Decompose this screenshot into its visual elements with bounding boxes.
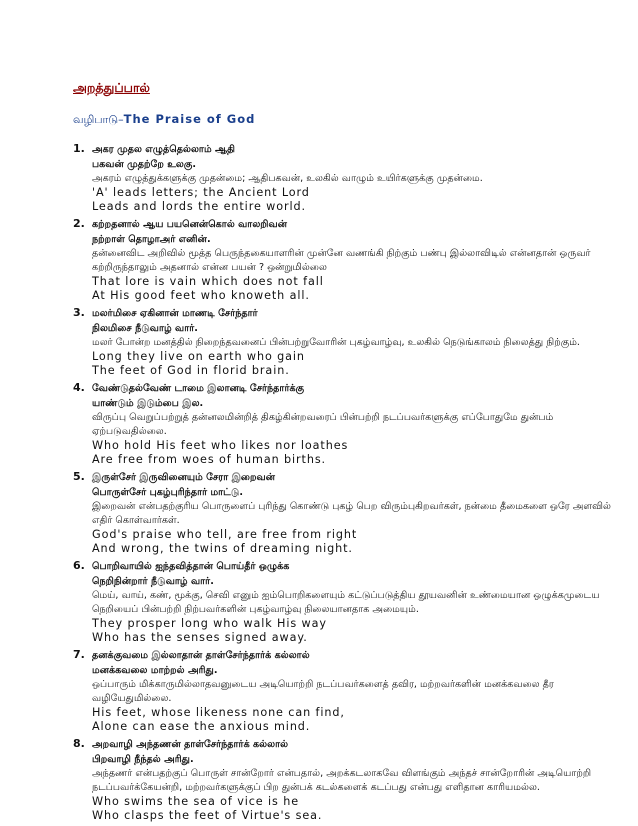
verse-english-line-1: Who hold His feet who likes nor loathes bbox=[92, 439, 349, 452]
verse-tamil-line-2: பொருள்சேர் புகழ்புரிந்தார் மாட்டு. bbox=[92, 487, 244, 498]
verse-number: 6. bbox=[73, 559, 85, 572]
verse-commentary: அந்தணர் என்பதற்குப் பொருள் சான்றோர் என்பதால், அறக்கடலாகவே விளங்கும் அந்தச் சான்றோரின் அடியொற்றி நடப்பவர்க்கேயன்றி, மற்றவர்களுக்குப் பிற துன்பக் கடல்களைக் கடப்பது என்பது எளிதான காரியமல்ல. bbox=[92, 768, 592, 793]
verse-number: 1. bbox=[73, 142, 85, 155]
verse-commentary: இறைவன் என்பதற்குரிய பொருளைப் புரிந்து கொண்டு புகழ் பெற விரும்புகிறவர்கள், நன்மை தீமைகளை ஒரே அளவில் எதிர் கொள்வார்கள். bbox=[92, 501, 611, 526]
chapter-subtitle bbox=[73, 112, 255, 128]
verse-3 bbox=[73, 306, 613, 378]
verse-commentary: தன்னைவிட அறிவில் மூத்த பெருந்தகையாளரின் முன்னே வணங்கி நிற்கும் பண்பு இல்லாவிடில் என்னதான் ஒருவர் கற்றிருந்தாலும் அதனால் என்ன பயன் ? ஒன்றுமில்லை bbox=[92, 248, 591, 273]
verse-tamil-line-2: பகவன் முதற்றே உலகு. bbox=[92, 159, 196, 170]
verse-english-line-2: Are free from woes of human births. bbox=[92, 453, 327, 466]
verse-english-line-1: They prosper long who walk His way bbox=[92, 617, 327, 630]
verse-tamil-line-1: அறவாழி அந்தணன் தாள்சேர்ந்தார்க் கல்லால் bbox=[92, 739, 289, 750]
verse-tamil-line-2: நற்றாள் தொழாஅர் எனின். bbox=[92, 234, 211, 245]
verse-english-line-2: Who has the senses signed away. bbox=[92, 631, 308, 644]
verse-2 bbox=[73, 217, 613, 303]
verse-number: 2. bbox=[73, 217, 85, 230]
verse-tamil-line-1: இருள்சேர் இருவினையும் சேரா இறைவன் bbox=[92, 472, 276, 483]
verse-8 bbox=[73, 737, 613, 823]
verse-number: 8. bbox=[73, 737, 85, 750]
verse-english-line-2: And wrong, the twins of dreaming night. bbox=[92, 542, 353, 555]
verse-english-line-2: The feet of God in florid brain. bbox=[92, 364, 290, 377]
verse-english-line-1: 'A' leads letters; the Ancient Lord bbox=[92, 186, 310, 199]
verse-number: 4. bbox=[73, 381, 85, 394]
verse-english-line-1: God's praise who tell, are free from right bbox=[92, 528, 358, 541]
verse-english-line-2: Leads and lords the entire world. bbox=[92, 200, 306, 213]
verse-tamil-line-2: நிலமிசை நீடுவாழ் வார். bbox=[92, 323, 198, 334]
verse-tamil-line-1: தனக்குவமை இல்லாதான் தாள்சேர்ந்தார்க் கல்லால் bbox=[92, 650, 310, 661]
verse-tamil-line-2: யாண்டும் இடும்பை இல. bbox=[92, 398, 204, 409]
verse-tamil-line-2: நெறிநின்றார் நீடுவாழ் வார். bbox=[92, 576, 214, 587]
verse-number: 3. bbox=[73, 306, 85, 319]
verse-tamil-line-1: வேண்டுதல்வேண் டாமை இலானடி சேர்ந்தார்க்கு bbox=[92, 383, 305, 394]
verse-english-line-2: Alone can ease the anxious mind. bbox=[92, 720, 311, 733]
verse-english-line-1: Long they live on earth who gain bbox=[92, 350, 305, 363]
verse-number: 7. bbox=[73, 648, 85, 661]
verse-1 bbox=[73, 142, 613, 214]
verse-commentary: மெய், வாய், கண், மூக்கு, செவி எனும் ஐம்பொறிகளையும் கட்டுப்படுத்திய தூயவனின் உண்மையான ஒழுக்கமுடைய நெறியைப் பின்பற்றி நிற்பவர்களின் புகழ்வாழ்வு நிலையானதாக அமையும். bbox=[92, 590, 600, 615]
verse-tamil-line-2: மனக்கவலை மாற்றல் அரிது. bbox=[92, 665, 218, 676]
subtitle-dash: – bbox=[118, 113, 124, 126]
section-title: அறத்துப்பால் bbox=[73, 80, 150, 95]
verse-tamil-line-1: பொறிவாயில் ஐந்தவித்தான் பொய்தீர் ஒழுக்க bbox=[92, 561, 290, 572]
verse-tamil-line-1: மலர்மிசை ஏகினான் மாணடி சேர்ந்தார் bbox=[92, 308, 258, 319]
verse-tamil-line-1: அகர முதல எழுத்தெல்லாம் ஆதி bbox=[92, 144, 235, 155]
verse-list bbox=[73, 142, 613, 826]
verse-6 bbox=[73, 559, 613, 645]
verse-english-line-1: Who swims the sea of vice is he bbox=[92, 795, 299, 808]
verse-english-line-1: That lore is vain which does not fall bbox=[92, 275, 324, 288]
verse-number: 5. bbox=[73, 470, 85, 483]
verse-tamil-line-2: பிறவாழி நீந்தல் அரிது. bbox=[92, 754, 194, 765]
verse-tamil-line-1: கற்றதனால் ஆய பயனென்கொல் வாலறிவன் bbox=[92, 219, 288, 230]
verse-5 bbox=[73, 470, 613, 556]
verse-7 bbox=[73, 648, 613, 734]
subtitle-english: The Praise of God bbox=[123, 112, 256, 126]
subtitle-tamil: வழிபாடு bbox=[73, 113, 119, 126]
verse-commentary: விருப்பு வெறுப்பற்றுத் தன்னலமின்றித் திகழ்கின்றவரைப் பின்பற்றி நடப்பவர்களுக்கு எப்போதுமே துன்பம் ஏற்படுவதில்லை. bbox=[92, 412, 554, 437]
verse-english-line-2: Who clasps the feet of Virtue's sea. bbox=[92, 809, 323, 822]
verse-commentary: அகரம் எழுத்துக்களுக்கு முதன்மை; ஆதிபகவன், உலகில் வாழும் உயிர்களுக்கு முதன்மை. bbox=[92, 173, 483, 184]
verse-commentary: மலர் போன்ற மனத்தில் நிறைந்தவனைப் பின்பற்றுவோரின் புகழ்வாழ்வு, உலகில் நெடுங்காலம் நிலைத்து நிற்கும். bbox=[92, 337, 580, 348]
verse-english-line-1: His feet, whose likeness none can find, bbox=[92, 706, 345, 719]
verse-commentary: ஒப்பாரும் மிக்காருமில்லாதவனுடைய அடியொற்றி நடப்பவர்களைத் தவிர, மற்றவர்களின் மனக்கவலை தீர வழியேதுமில்லை. bbox=[92, 679, 554, 704]
verse-4 bbox=[73, 381, 613, 467]
verse-english-line-2: At His good feet who knoweth all. bbox=[92, 289, 310, 302]
